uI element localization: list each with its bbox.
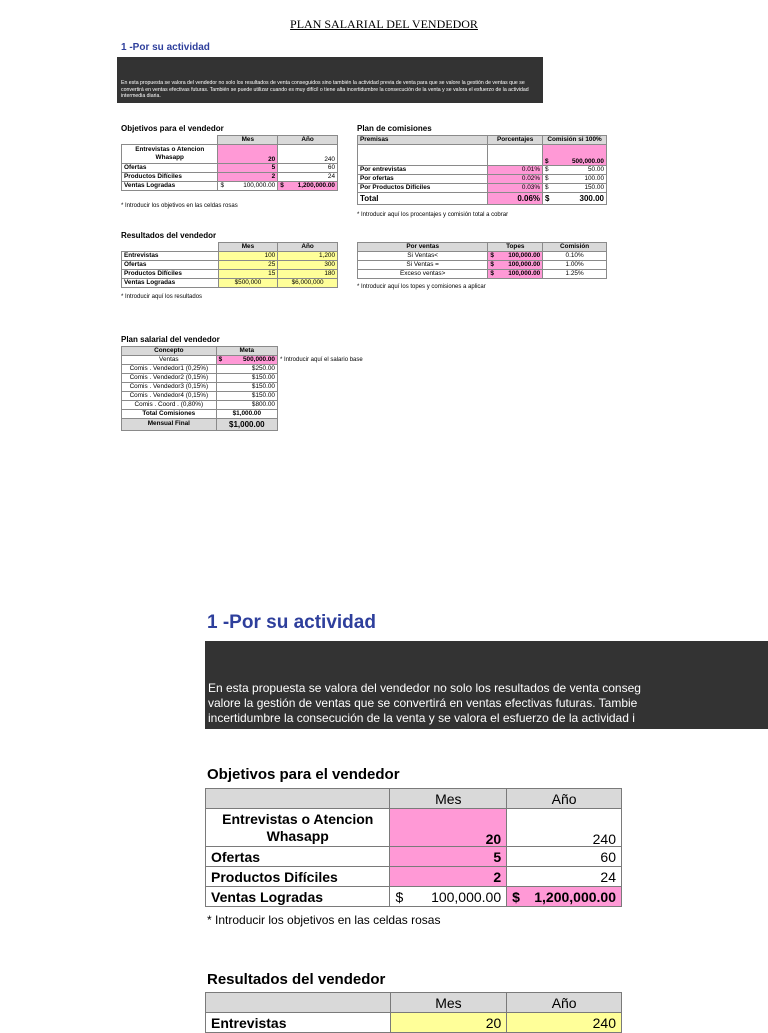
currency-symbol: $: [280, 181, 284, 189]
resultados-mes-cell[interactable]: $500,000: [218, 279, 278, 288]
document-title: PLAN SALARIAL DEL VENDEDOR: [290, 17, 478, 31]
zoom-res-ano-cell[interactable]: 240: [507, 1013, 622, 1033]
plan-row-label: Comis . Vendedor4 (0,15%): [122, 392, 217, 401]
topes-comision-cell[interactable]: 1.25%: [543, 270, 607, 279]
comisiones-total-cell: [543, 193, 607, 205]
resultados-title: Resultados del vendedor: [121, 231, 217, 240]
resultados-note: * Introducir aquí los resultados: [121, 294, 203, 300]
zoom-objetivos-title: Objetivos para el vendedor: [207, 766, 400, 783]
tope-value: 100,000.00: [508, 260, 541, 268]
ventas-ano-value: 1,200,000.00: [297, 181, 335, 189]
zoom-ano-cell: 240: [507, 809, 622, 847]
zoom-ano-cell: 24: [507, 867, 622, 887]
objetivos-ano-cell: [278, 182, 338, 191]
plan-header-meta: Meta: [216, 347, 277, 356]
plan-mensual-value: $1,000.00: [216, 419, 277, 431]
comisiones-base-cell[interactable]: [543, 145, 607, 166]
zoom-res-header-ano: Año: [507, 993, 622, 1013]
resultados-ano-cell[interactable]: $6,000,000: [278, 279, 338, 288]
comisiones-value: 50.00: [588, 165, 604, 173]
topes-comision-cell[interactable]: 0.10%: [543, 252, 607, 261]
resultados-table: [121, 242, 338, 288]
comisiones-total-label: Total: [358, 193, 488, 205]
resultados-header-ano: Año: [278, 243, 338, 252]
zoom-objetivos-table: [205, 788, 622, 907]
objetivos-ano-cell: 240: [278, 145, 338, 164]
comisiones-value-cell: [543, 166, 607, 175]
plan-row-value: $800.00: [216, 401, 277, 410]
zoom-row-label: Productos Difíciles: [206, 867, 390, 887]
zoom-intro-line: En esta propuesta se valora del vendedor no solo los resultados de venta conseg: [208, 681, 641, 695]
plan-row-label: Comis . Coord . (0,80%): [122, 401, 217, 410]
objetivos-mes-cell[interactable]: [218, 182, 278, 191]
resultados-corner: [122, 243, 219, 252]
zoom-row-label: Ofertas: [206, 847, 390, 867]
comisiones-total-value: 300.00: [579, 193, 604, 203]
objetivos-header-mes: Mes: [218, 136, 278, 145]
topes-note: * Introducir aquí los topes y comisiones a aplicar: [357, 284, 486, 290]
objetivos-row-label: Productos Difíciles: [122, 173, 218, 182]
plan-mensual-label: Mensual Final: [122, 419, 217, 431]
zoom-header-ano: Año: [507, 789, 622, 809]
plan-ventas-label: Ventas: [122, 356, 217, 365]
topes-comision-cell[interactable]: 1.00%: [543, 261, 607, 270]
zoom-intro-line: incertidumbre la consecución de la venta y se valora el esfuerzo de la actividad i: [208, 711, 635, 725]
resultados-mes-cell[interactable]: 15: [218, 270, 278, 279]
tope-value: 100,000.00: [508, 251, 541, 259]
currency-symbol: $: [490, 269, 494, 277]
currency-symbol: $: [545, 193, 550, 203]
plan-row-label: Comis . Vendedor2 (0,15%): [122, 374, 217, 383]
zoom-header-blank: [206, 789, 390, 809]
zoom-ventas-mes-value: 100,000.00: [431, 888, 502, 905]
zoom-ano-cell: 60: [507, 847, 622, 867]
zoom-res-header-blank: [206, 993, 391, 1013]
comisiones-empty: [358, 145, 488, 166]
topes-row-label: Exceso ventas>: [358, 270, 488, 279]
ventas-mes-value: 100,000.00: [243, 181, 276, 189]
currency-symbol: $: [395, 888, 404, 905]
comisiones-base-value: 500,000.00: [572, 157, 604, 165]
topes-tope-cell[interactable]: [488, 270, 543, 279]
plan-row-label: Comis . Vendedor3 (0,15%): [122, 383, 217, 392]
objetivos-mes-cell[interactable]: 2: [218, 173, 278, 182]
plan-total-value: $1,000.00: [216, 410, 277, 419]
section-title: 1 -Por su actividad: [121, 42, 210, 53]
zoom-res-row-label: Entrevistas: [206, 1013, 391, 1033]
objetivos-title: Objetivos para el vendedor: [121, 124, 224, 133]
zoom-res-header-mes: Mes: [390, 993, 507, 1013]
zoom-ventas-ano-value: 1,200,000.00: [534, 888, 616, 905]
resultados-mes-cell[interactable]: 100: [218, 252, 278, 261]
objetivos-mes-cell[interactable]: 20: [218, 145, 278, 164]
plan-ventas-cell[interactable]: [216, 356, 277, 365]
plan-header-concepto: Concepto: [122, 347, 217, 356]
comisiones-row-label: Por entrevistas: [358, 166, 488, 175]
comisiones-title: Plan de comisiones: [357, 124, 432, 133]
currency-symbol: $: [512, 888, 520, 905]
currency-symbol: $: [490, 260, 494, 268]
topes-row-label: Si Ventas<: [358, 252, 488, 261]
topes-tope-cell[interactable]: [488, 261, 543, 270]
zoom-row-label: Ventas Logradas: [206, 887, 390, 907]
zoom-intro-box: [205, 641, 768, 729]
resultados-header-mes: Mes: [218, 243, 278, 252]
plan-row-value: $150.00: [216, 392, 277, 401]
comisiones-pct-cell[interactable]: 0.01%: [488, 166, 543, 175]
zoom-mes-cell[interactable]: 5: [390, 847, 507, 867]
zoom-header-mes: Mes: [390, 789, 507, 809]
objetivos-mes-cell[interactable]: 5: [218, 164, 278, 173]
plan-row-label: Comis . Vendedor1 (0,25%): [122, 365, 217, 374]
topes-header-por-ventas: Por ventas: [358, 243, 488, 252]
objetivos-header-ano: Año: [278, 136, 338, 145]
resultados-row-label: Entrevistas: [122, 252, 219, 261]
comisiones-row-label: Por ofertas: [358, 175, 488, 184]
zoom-row-label: Entrevistas o Atencion Whasapp: [206, 809, 390, 847]
currency-symbol: $: [218, 355, 223, 363]
zoom-resultados-title: Resultados del vendedor: [207, 971, 386, 988]
topes-header-topes: Topes: [488, 243, 543, 252]
objetivos-row-label: Ventas Logradas: [122, 182, 218, 191]
zoom-intro-text: [208, 681, 641, 726]
currency-symbol: $: [545, 174, 549, 182]
comisiones-note: * Introducir aquí los procentajes y comisión total a cobrar: [357, 212, 509, 218]
currency-symbol: $: [545, 165, 549, 173]
resultados-mes-cell[interactable]: 25: [218, 261, 278, 270]
plan-side-note: * Introducir aquí el salario base: [280, 357, 363, 363]
topes-row-label: Si Ventas =: [358, 261, 488, 270]
plan-salarial-table: [121, 346, 278, 431]
objetivos-corner: [122, 136, 218, 145]
topes-tope-cell[interactable]: [488, 252, 543, 261]
zoom-intro-line: valore la gestión de ventas que se convertirá en ventas efectivas futuras. Tambie: [208, 696, 638, 710]
objetivos-row-label: Entrevistas o Atencion Whasapp: [122, 145, 218, 164]
comisiones-header-premisas: Premisas: [358, 136, 488, 145]
topes-header-comision: Comisión: [543, 243, 607, 252]
zoom-section-title: 1 -Por su actividad: [207, 612, 376, 633]
plan-ventas-value: 500,000.00: [243, 355, 275, 363]
zoom-resultados-table: [205, 992, 622, 1033]
zoom-res-mes-cell[interactable]: 20: [390, 1013, 507, 1033]
comisiones-header-comision: Comisión si 100%: [543, 136, 607, 145]
zoom-ano-cell: [507, 887, 622, 907]
comisiones-total-pct: 0.06%: [488, 193, 543, 205]
resultados-ano-cell[interactable]: 1,200: [278, 252, 338, 261]
resultados-row-label: Ventas Logradas: [122, 279, 219, 288]
plan-row-value: $150.00: [216, 383, 277, 392]
tope-value: 100,000.00: [508, 269, 541, 277]
zoom-mes-cell[interactable]: 2: [390, 867, 507, 887]
plan-total-label: Total Comisiones: [122, 410, 217, 419]
plan-row-value: $150.00: [216, 374, 277, 383]
comisiones-value-cell: [543, 184, 607, 193]
comisiones-table: [357, 135, 607, 205]
comisiones-value: 150.00: [584, 183, 604, 191]
resultados-row-label: Ofertas: [122, 261, 219, 270]
topes-table: [357, 242, 607, 279]
zoom-mes-cell[interactable]: 20: [390, 809, 507, 847]
comisiones-header-porcentajes: Porcentajes: [488, 136, 543, 145]
resultados-ano-cell[interactable]: 300: [278, 261, 338, 270]
objetivos-ano-cell: 60: [278, 164, 338, 173]
objetivos-note: * Introducir los objetivos en las celdas rosas: [121, 203, 238, 209]
comisiones-pct-cell[interactable]: 0.03%: [488, 184, 543, 193]
objetivos-ano-cell: 24: [278, 173, 338, 182]
zoom-objetivos-note: * Introducir los objetivos en las celdas rosas: [207, 913, 441, 927]
comisiones-row-label: Por Productos Difíciles: [358, 184, 488, 193]
zoom-mes-cell[interactable]: [390, 887, 507, 907]
intro-text: En esta propuesta se valora del vendedor no solo los resultados de venta conseguidos sino también la actividad previa de venta para que se valore la gestión de ventas que se convertirá en ventas efectivas futuras. También se puede utilizar cuando es muy difícil o tiene alta incertidumbre la consecución de la venta y se valora el esfuerzo de la actividad intermedia diaria.: [121, 80, 529, 100]
resultados-ano-cell[interactable]: 180: [278, 270, 338, 279]
currency-symbol: $: [490, 251, 494, 259]
comisiones-value: 100.00: [584, 174, 604, 182]
currency-symbol: $: [220, 181, 225, 189]
comisiones-empty: [488, 145, 543, 166]
comisiones-pct-cell[interactable]: 0.02%: [488, 175, 543, 184]
plan-salarial-title: Plan salarial del vendedor: [121, 335, 220, 344]
objetivos-table: [121, 135, 338, 191]
objetivos-row-label: Ofertas: [122, 164, 218, 173]
currency-symbol: $: [545, 183, 549, 191]
resultados-row-label: Productos Difíciles: [122, 270, 219, 279]
plan-row-value: $250.00: [216, 365, 277, 374]
currency-symbol: $: [545, 157, 549, 165]
intro-box: [117, 57, 543, 103]
comisiones-value-cell: [543, 175, 607, 184]
